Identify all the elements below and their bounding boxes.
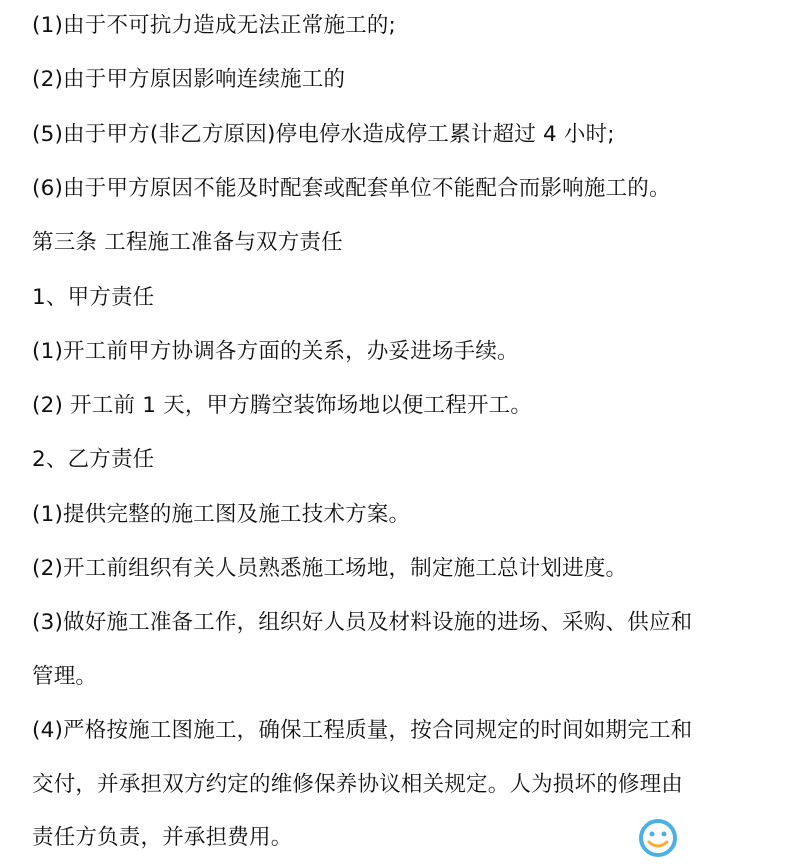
text-line: 交付，并承担双方约定的维修保养协议相关规定。人为损坏的修理由 [32, 772, 684, 797]
section-heading: 第三条 工程施工准备与双方责任 [32, 230, 343, 255]
text-line: (1)由于不可抗力造成无法正常施工的; [32, 13, 397, 38]
subsection-heading: 1、甲方责任 [32, 285, 155, 310]
smiley-icon [641, 821, 675, 855]
text-line: (3)做好施工准备工作，组织好人员及材料设施的进场、采购、供应和 [32, 610, 693, 635]
text-line: 管理。 [32, 664, 98, 689]
text-line: (2)由于甲方原因影响连续施工的 [32, 67, 346, 92]
text-line: (6)由于甲方原因不能及时配套或配套单位不能配合而影响施工的。 [32, 176, 671, 201]
text-line: (1)提供完整的施工图及施工技术方案。 [32, 502, 411, 527]
watermark-logo [637, 816, 779, 862]
text-line: (2) 开工前 1 天，甲方腾空装饰场地以便工程开工。 [32, 393, 533, 418]
subsection-heading: 2、乙方责任 [32, 447, 155, 472]
text-line: (2)开工前组织有关人员熟悉施工场地，制定施工总计划进度。 [32, 556, 628, 581]
text-line: 责任方负责，并承担费用。 [32, 825, 293, 850]
text-line: (1)开工前甲方协调各方面的关系，办妥进场手续。 [32, 339, 519, 364]
text-line: (4)严格按施工图施工，确保工程质量，按合同规定的时间如期完工和 [32, 718, 693, 743]
text-line: (5)由于甲方(非乙方原因)停电停水造成停工累计超过 4 小时; [32, 122, 615, 147]
